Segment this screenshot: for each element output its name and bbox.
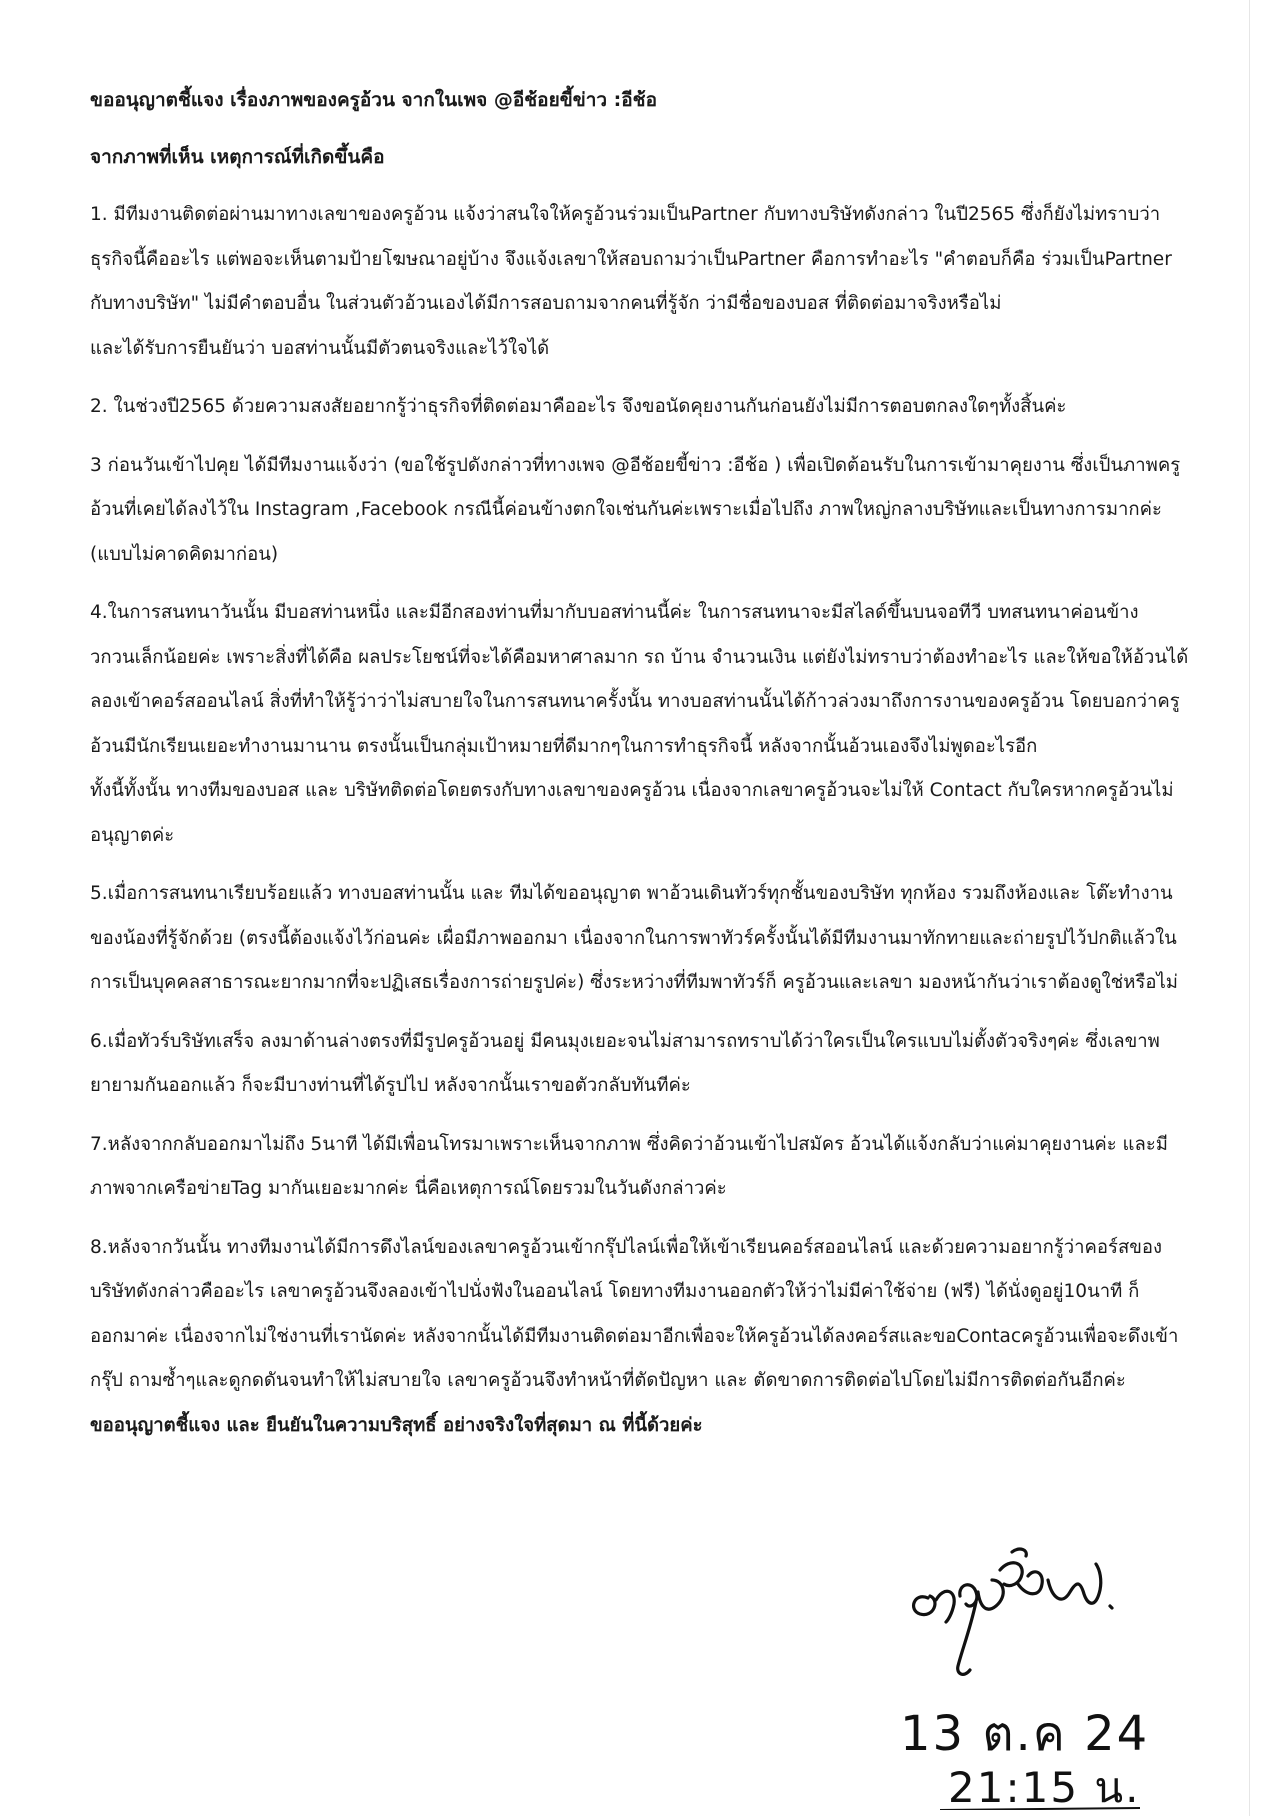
paragraph-line: (แบบไม่คาดคิดมาก่อน) xyxy=(90,543,279,565)
closing-statement: ขออนุญาตชี้แจง และ ยืนยันในความบริสุทธิ์ อย่างจริงใจที่สุดมา ณ ที่นี้ด้วยค่ะ xyxy=(90,1414,703,1436)
page-right-edge xyxy=(1249,0,1280,1816)
paragraph-line: วกวนเล็กน้อยค่ะ เพราะสิ่งที่ได้คือ ผลประโยชน์ที่จะได้คือมหาศาลมาก รถ บ้าน จำนวนเงิน แต่ยังไม่ทราบว่าต้องทำอะไร และให้ขอให้อ้วนได้ xyxy=(90,646,1189,668)
document-body xyxy=(90,78,1240,1448)
paragraph-line: การเป็นบุคคลสาธารณะยากมากที่จะปฏิเสธเรื่องการถ่ายรูปค่ะ) ซึ่งระหว่างที่ทีมพาทัวร์ก็ ครูอ้วนและเลขา มองหน้ากันว่าเราต้องดูใช่หรือไม่ xyxy=(90,972,1178,993)
paragraph-line: ทั้งนี้ทั้งนั้น ทางทีมของบอส และ บริษัทติดต่อโดยตรงกับทางเลขาของครูอ้วน เนื่องจากเลขาครูอ้วนจะไม่ให้ Contact กับใครหากครูอ้วนไม่ xyxy=(90,780,1174,801)
paragraph-line: กรุ๊ป ถามซ้ำๆและดูกดดันจนทำให้ไม่สบายใจ เลขาครูอ้วนจึงทำหน้าที่ตัดปัญหา และ ตัดขาดการติดต่อไปโดยไม่มีการติดต่อกันอีกค่ะ xyxy=(90,1370,1126,1391)
paragraph-line: 6.เมื่อทัวร์บริษัทเสร็จ ลงมาด้านล่างตรงที่มีรูปครูอ้วนอยู่ มีคนมุงเยอะจนไม่สามารถทราบได้ว่าใครเป็นใครแบบไม่ตั้งตัวจริงๆค่ะ ซึ่งเลขาพ xyxy=(90,1030,1160,1052)
paragraph-line: ของน้องที่รู้จักด้วย (ตรงนี้ต้องแจ้งไว้ก่อนค่ะ เผื่อมีภาพออกมา เนื่องจากในการพาทัวร์ครั้งนั้นได้มีทีมงานมาทักทายและถ่ายรูปไว้ปกติแล้วใน xyxy=(90,927,1177,949)
paragraph-line: และได้รับการยืนยันว่า บอสท่านนั้นมีตัวตนจริงและไว้ใจได้ xyxy=(90,337,550,359)
paragraph-line: อ้วนมีนักเรียนเยอะทำงานมานาน ตรงนั้นเป็นกลุ่มเป้าหมายที่ดีมากๆในการทำธุรกิจนี้ หลังจากนั้นอ้วนเองจึงไม่พูดอะไรอีก xyxy=(90,735,1038,757)
paragraph-line: ภาพจากเครือข่ายTag มากันเยอะมากค่ะ นี่คือเหตุการณ์โดยรวมในวันดังกล่าวค่ะ xyxy=(90,1178,727,1199)
paragraph xyxy=(90,385,1240,430)
paragraph-line: 3 ก่อนวันเข้าไปคุย ได้มีทีมงานแจ้งว่า (ขอใช้รูปดังกล่าวที่ทางเพจ @อีช้อยขี้ข่าว :อีช้อ ) เพื่อเปิดต้อนรับในการเข้ามาคุยงาน ซึ่งเป็นภาพครู xyxy=(90,454,1181,476)
paragraph-list xyxy=(90,193,1240,1404)
document-subtitle: จากภาพที่เห็น เหตุการณ์ที่เกิดขึ้นคือ xyxy=(90,145,385,168)
paragraph xyxy=(90,1226,1240,1404)
paragraph-line: ออกมาค่ะ เนื่องจากไม่ใช่งานที่เรานัดค่ะ หลังจากนั้นได้มีทีมงานติดต่อมาอีกเพื่อจะให้ครูอ้วนได้ลงคอร์สและขอContacครูอ้วนเพื่อจะดึงเข้า xyxy=(90,1325,1179,1347)
paragraph xyxy=(90,591,1240,858)
paragraph-line: กับทางบริษัท" ไม่มีคำตอบอื่น ในส่วนตัวอ้วนเองได้มีการสอบถามจากคนที่รู้จัก ว่ามีชื่อของบอส ที่ติดต่อมาจริงหรือไม่ xyxy=(90,293,1002,314)
paragraph xyxy=(90,1123,1240,1212)
paragraph xyxy=(90,872,1240,1006)
paragraph xyxy=(90,193,1240,371)
paragraph-line: 4.ในการสนทนาวันนั้น มีบอสท่านหนึ่ง และมีอีกสองท่านที่มากับบอสท่านนี้ค่ะ ในการสนทนาจะมีสไลด์ขึ้นบนจอทีวี บทสนทนาค่อนข้าง xyxy=(90,602,1139,623)
paragraph-line: 2. ในช่วงปี2565 ด้วยความสงสัยอยากรู้ว่าธุรกิจที่ติดต่อมาคืออะไร จึงขอนัดคุยงานกันก่อนยังไม่มีการตอบตกลงใดๆทั้งสิ้นค่ะ xyxy=(90,396,1067,417)
document-title: ขออนุญาตชี้แจง เรื่องภาพของครูอ้วน จากในเพจ @อีช้อยขี้ข่าว :อีช้อ xyxy=(90,89,657,111)
paragraph-line: 8.หลังจากวันนั้น ทางทีมงานได้มีการดึงไลน์ของเลขาครูอ้วนเข้ากรุ๊ปไลน์เพื่อให้เข้าเรียนคอร์สออนไลน์ และด้วยความอยากรู้ว่าคอร์สของ xyxy=(90,1236,1163,1258)
paragraph xyxy=(90,444,1240,578)
paragraph-line: บริษัทดังกล่าวคืออะไร เลขาครูอ้วนจึงลองเข้าไปนั่งฟังในออนไลน์ โดยทางทีมงานออกตัวให้ว่าไม่มีค่าใช้จ่าย (ฟรี) ได้นั่งดูอยู่10นาที ก็ xyxy=(90,1281,1140,1302)
paragraph-line: 5.เมื่อการสนทนาเรียบร้อยแล้ว ทางบอสท่านนั้น และ ทีมได้ขออนุญาต พาอ้วนเดินทัวร์ทุกชั้นของบริษัท ทุกห้อง รวมถึงห้องและ โต๊ะทำงาน xyxy=(90,883,1173,904)
handwritten-signature xyxy=(900,1540,1200,1810)
paragraph-line: 1. มีทีมงานติดต่อผ่านมาทางเลขาของครูอ้วน แจ้งว่าสนใจให้ครูอ้วนร่วมเป็นPartner กับทางบริษัทดังกล่าว ในปี2565 ซึ่งก็ยังไม่ทราบว่า xyxy=(90,204,1161,225)
paragraph-line: ธุรกิจนี้คืออะไร แต่พอจะเห็นตามป้ายโฆษณาอยู่บ้าง จึงแจ้งเลขาให้สอบถามว่าเป็นPartner คือการทำอะไร "คำตอบก็คือ ร่วมเป็นPartner xyxy=(90,248,1172,270)
signature-date: 13 ต.ค 24 xyxy=(900,1706,1150,1762)
paragraph-line: ลองเข้าคอร์สออนไลน์ สิ่งที่ทำให้รู้ว่าว่าไม่สบายใจในการสนทนาครั้งนั้น ทางบอสท่านนั้นได้ก้าวล่วงมาถึงการงานของครูอ้วน โดยบอกว่าครู xyxy=(90,691,1180,712)
paragraph-line: 7.หลังจากกลับออกมาไม่ถึง 5นาที ได้มีเพื่อนโทรมาเพราะเห็นจากภาพ ซึ่งคิดว่าอ้วนเข้าไปสมัคร อ้วนได้แจ้งกลับว่าแค่มาคุยงานค่ะ และมี xyxy=(90,1133,1168,1155)
signature-drawing xyxy=(900,1540,1200,1810)
paragraph-line: อนุญาตค่ะ xyxy=(90,824,175,846)
paragraph xyxy=(90,1020,1240,1109)
paragraph-line: อ้วนที่เคยได้ลงไว้ใน Instagram ,Facebook กรณีนี้ค่อนข้างตกใจเช่นกันค่ะเพราะเมื่อไปถึง ภาพใหญ่กลางบริษัทและเป็นทางการมากค่ะ xyxy=(90,499,1162,520)
paragraph-line: ยายามกันออกแล้ว ก็จะมีบางท่านที่ได้รูปไป หลังจากนั้นเราขอตัวกลับทันทีค่ะ xyxy=(90,1075,691,1096)
signature-time: 21:15 น. xyxy=(948,1763,1141,1810)
